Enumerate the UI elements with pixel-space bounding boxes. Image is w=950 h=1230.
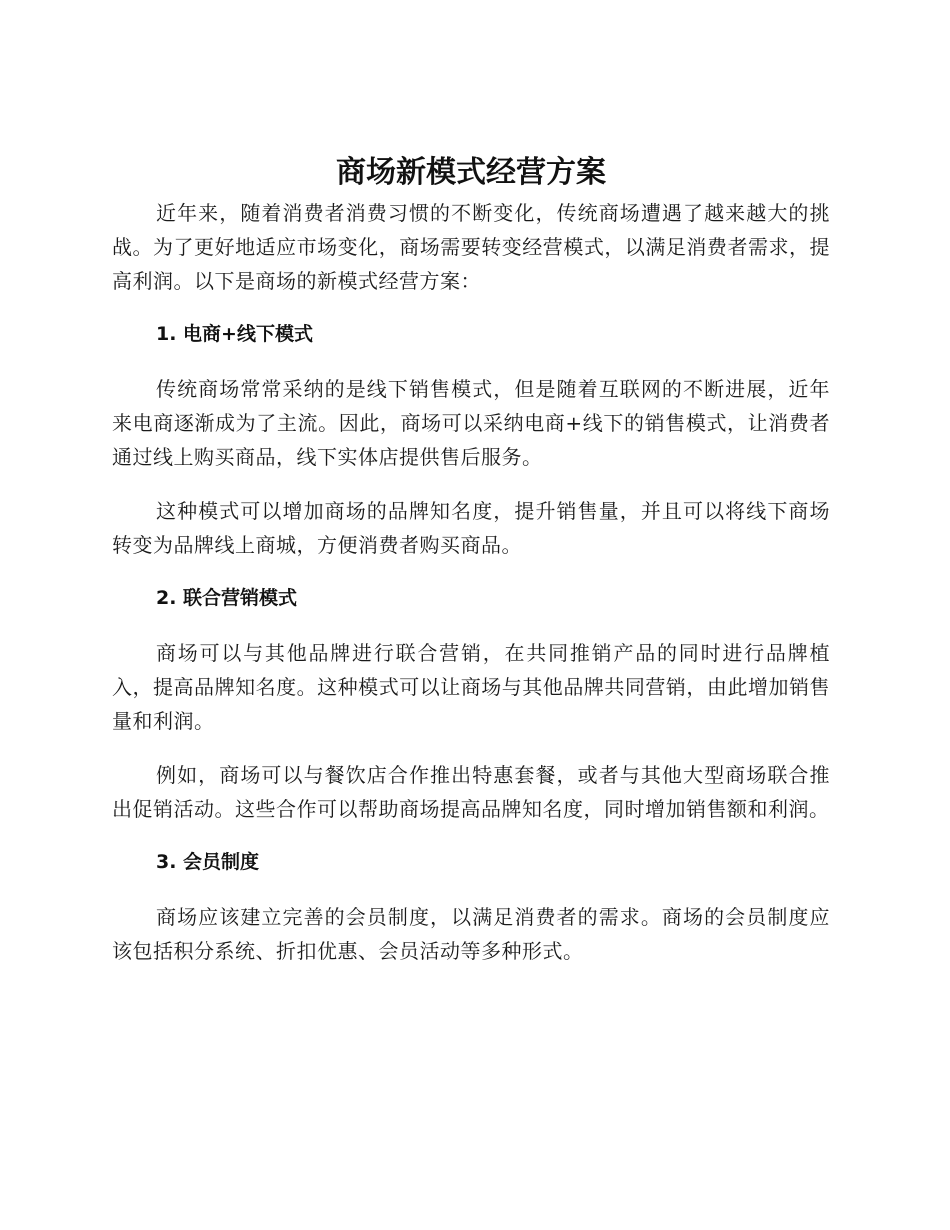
section-paragraph: 传统商场常常采纳的是线下销售模式，但是随着互联网的不断进展，近年来电商逐渐成为了主流。因此，商场可以采纳电商+线下的销售模式，让消费者通过线上购买商品，线下实体店提供售后服务。 xyxy=(112,377,830,469)
document-page xyxy=(112,150,830,988)
section-paragraph: 商场应该建立完善的会员制度，以满足消费者的需求。商场的会员制度应该包括积分系统、折扣优惠、会员活动等多种形式。 xyxy=(112,905,830,963)
section-3 xyxy=(112,846,830,968)
section-heading: 1. 电商+线下模式 xyxy=(156,323,313,345)
section-heading: 2. 联合营销模式 xyxy=(156,587,298,609)
section-paragraph: 商场可以与其他品牌进行联合营销，在共同推销产品的同时进行品牌植入，提高品牌知名度。这种模式可以让商场与其他品牌共同营销，由此增加销售量和利润。 xyxy=(112,641,830,733)
document-title: 商场新模式经营方案 xyxy=(336,155,606,190)
section-paragraph: 这种模式可以增加商场的品牌知名度，提升销售量，并且可以将线下商场转变为品牌线上商城，方便消费者购买商品。 xyxy=(112,499,830,557)
intro-paragraph: 近年来，随着消费者消费习惯的不断变化，传统商场遭遇了越来越大的挑战。为了更好地适应市场变化，商场需要转变经营模式，以满足消费者需求，提高利润。以下是商场的新模式经营方案： xyxy=(112,201,830,293)
section-paragraph: 例如，商场可以与餐饮店合作推出特惠套餐，或者与其他大型商场联合推出促销活动。这些合作可以帮助商场提高品牌知名度，同时增加销售额和利润。 xyxy=(112,763,830,821)
section-heading: 3. 会员制度 xyxy=(156,851,260,873)
section-2 xyxy=(112,582,830,826)
section-1 xyxy=(112,318,830,562)
